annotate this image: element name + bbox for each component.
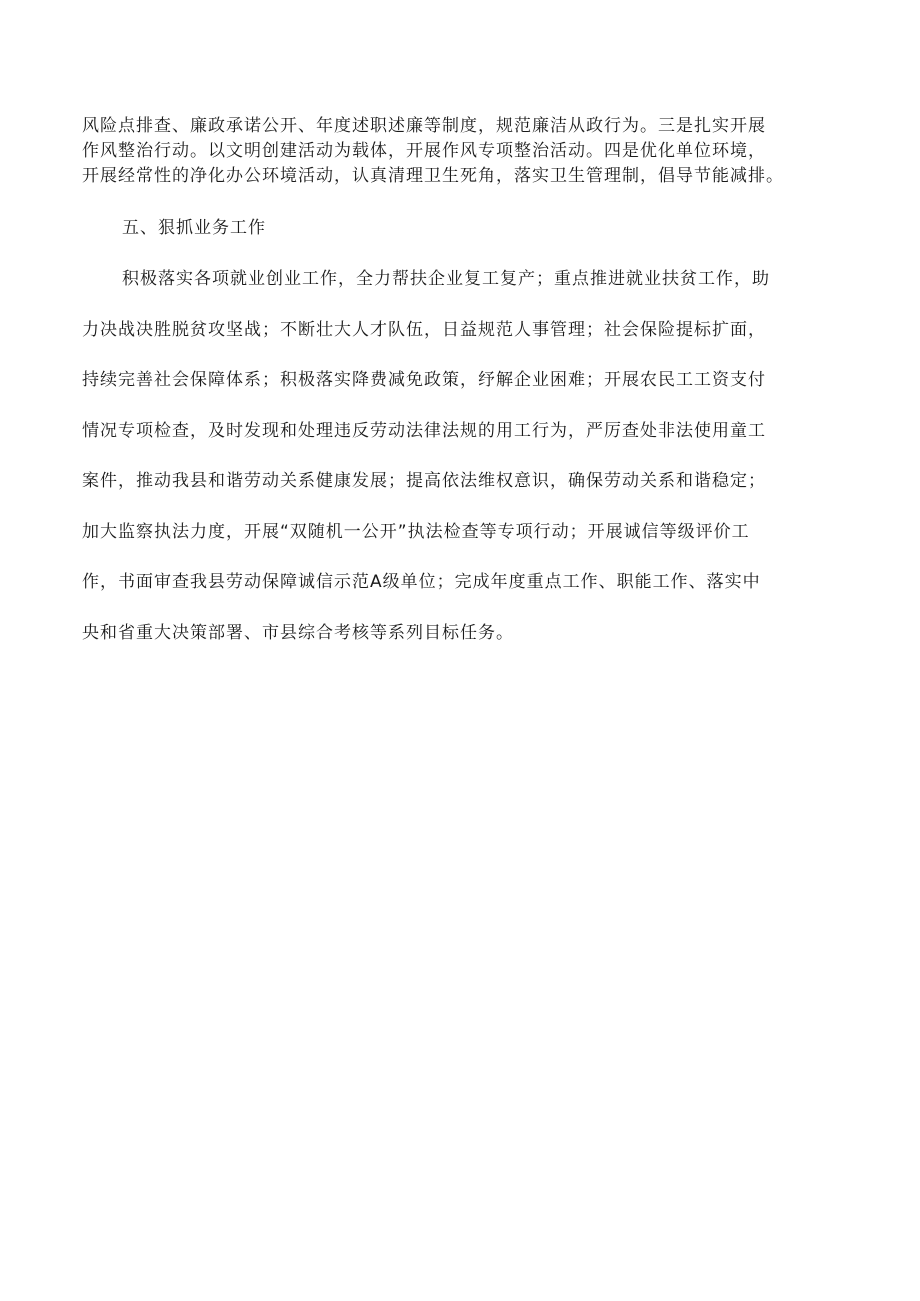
text-line: 央和省重大决策部署、市县综合考核等系列目标任务。 (82, 622, 514, 643)
text-line: 积极落实各项就业创业工作，全力帮扶企业复工复产；重点推进就业扶贫工作，助 (122, 269, 770, 289)
section-heading: 五、狠抓业务工作 (122, 218, 266, 238)
body-paragraph (82, 264, 846, 668)
text-line: 作风整治行动。以文明创建活动为载体，开展作风专项整治活动。四是优化单位环境， (82, 141, 766, 161)
text-line: 开展经常性的净化办公环境活动，认真清理卫生死角，落实卫生管理制，倡导节能减排。 (82, 166, 784, 186)
text-line: 加大监察执法力度，开展“双随机一公开”执法检查等专项行动；开展诚信等级评价工 (82, 521, 750, 542)
text-line: 作，书面审查我县劳动保障诚信示范A级单位；完成年度重点工作、职能工作、落实中 (82, 572, 761, 592)
text-line: 风险点排查、廉政承诺公开、年度述职述廉等制度，规范廉洁从政行为。三是扎实开展 (82, 116, 766, 136)
text-line: 情况专项检查，及时发现和处理违反劳动法律法规的用工行为，严厉查处非法使用童工 (82, 420, 766, 441)
text-line: 力决战决胜脱贫攻坚战；不断壮大人才队伍，日益规范人事管理；社会保险提标扩面， (82, 319, 766, 340)
text-line: 持续完善社会保障体系；积极落实降费减免政策，纾解企业困难；开展农民工工资支付 (82, 370, 766, 390)
text-line: 案件，推动我县和谐劳动关系健康发展；提高依法维权意识，确保劳动关系和谐稳定； (82, 471, 766, 491)
intro-paragraph (82, 114, 846, 189)
